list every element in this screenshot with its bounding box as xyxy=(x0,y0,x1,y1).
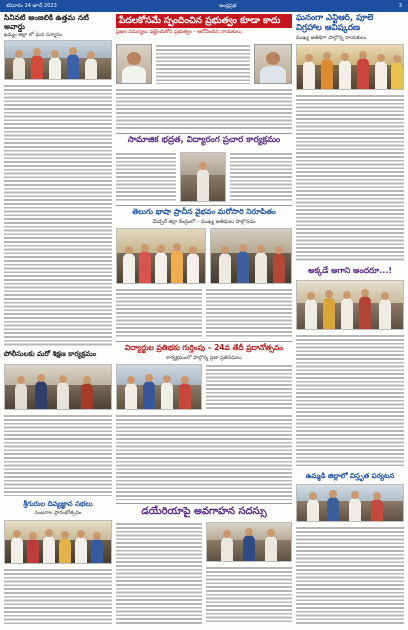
middle-column xyxy=(116,14,292,626)
middle-story2-headline: సామాజిక భద్రత, విద్యారంగ ప్రచార కార్యక్రమం xyxy=(127,135,281,145)
middle-story4-photo xyxy=(116,364,202,410)
masthead-page-number: 3 xyxy=(398,3,402,9)
middle-story3-body-a xyxy=(116,288,202,338)
left-story3-body xyxy=(4,568,112,624)
middle-top-body-b xyxy=(116,88,292,130)
left-story3-headline: శ్రీగురుల దివ్యజ్ఞాన సభలు xyxy=(23,500,93,508)
middle-story5-body-b xyxy=(206,566,292,624)
right-top-headline: ఘనంగా ఎన్టీఆర్, పూలే xyxy=(296,14,374,23)
left-story2-photo xyxy=(4,364,112,410)
middle-story4-body-a xyxy=(206,364,292,410)
right-top-subhead: ముఖ్య అతిథిగా పాల్గొన్న నాయకులు xyxy=(296,34,367,41)
middle-story5-photo xyxy=(206,522,292,562)
right-top-headline-line2: విగ్రహాల ఆవిష్కరణ xyxy=(296,22,361,33)
left-story1-subhead: ఖమ్మం జిల్లా లో ఘన సన్మానం xyxy=(4,32,62,39)
middle-story5-headline: డయేరియాపై అవగాహన సదస్సు xyxy=(141,506,267,517)
middle-story2-body-b xyxy=(230,152,292,202)
middle-story3-photo xyxy=(116,228,206,284)
right-top-photo xyxy=(296,44,404,90)
masthead-name: ఆంధ్రప్రభ xyxy=(219,2,237,9)
right-story3-headline: ఉమ్మడి జిల్లాలో విస్తృత పర్యటన xyxy=(305,472,395,480)
right-story2-photo xyxy=(296,280,404,330)
masthead-date: శనివారం 24 జూన్ 2023 xyxy=(6,2,57,9)
left-story2-headline: పోలీసులకు మరో శిక్షణ కార్యక్రమం xyxy=(4,350,97,358)
middle-top-body-a xyxy=(156,44,250,84)
middle-story5-body-a xyxy=(116,522,202,624)
middle-story3-photo-2 xyxy=(210,228,292,284)
middle-story2-body-a xyxy=(116,152,176,202)
middle-top-banner-headline: పేదలకోసమే స్పందించిన ప్రభుత్వం కూడా కాదు xyxy=(116,14,292,28)
left-story2-body xyxy=(4,414,112,496)
right-top-body xyxy=(296,94,404,262)
left-story1-headline: సినీనటి అంజలికి ఉత్తమ నటి అవార్డు xyxy=(4,14,89,31)
right-story3-body xyxy=(296,526,404,624)
middle-story4-headline: విద్యార్థుల ప్రతిభకు గుర్తింపు – 24వ తేదీ ప్రదానోత్సవం xyxy=(124,343,284,352)
right-story3-photo xyxy=(296,484,404,522)
left-story3-subhead: సంబరాల ప్రారంభోత్సవం xyxy=(34,510,82,516)
middle-story4-subhead: కార్యక్రమంలో పాల్గొన్న ప్రజా ప్రతినిధులు xyxy=(166,355,242,361)
masthead-strip xyxy=(0,0,408,12)
middle-top-subhead: ప్రజల సమస్యలు పట్టించుకోని ప్రభుత్వం – ఆరోపించిన నాయకులు xyxy=(116,29,242,36)
left-story3-photo xyxy=(4,520,112,564)
middle-story3-subhead: మేడ్చల్ జిల్లా కేంద్రంలో – ముఖ్య అతిథులు పాల్గొనడం xyxy=(152,219,256,225)
right-story2-headline: అక్కడే అగాని అందరూ...! xyxy=(307,266,393,275)
middle-story4-body-b xyxy=(116,414,292,500)
middle-top-portrait-photo xyxy=(116,44,152,84)
left-story1-photo xyxy=(4,40,112,80)
middle-story3-body-b xyxy=(206,288,292,338)
right-column xyxy=(296,14,404,626)
left-column xyxy=(4,14,112,626)
middle-story2-photo xyxy=(180,152,226,202)
left-story1-body xyxy=(4,84,112,346)
middle-story3-headline: తెలుగు భాషా ప్రాచీన వైభవం మరోసారి నిరూపితం xyxy=(132,207,276,216)
middle-top-portrait-photo-2 xyxy=(254,44,292,84)
right-story2-body xyxy=(296,334,404,468)
